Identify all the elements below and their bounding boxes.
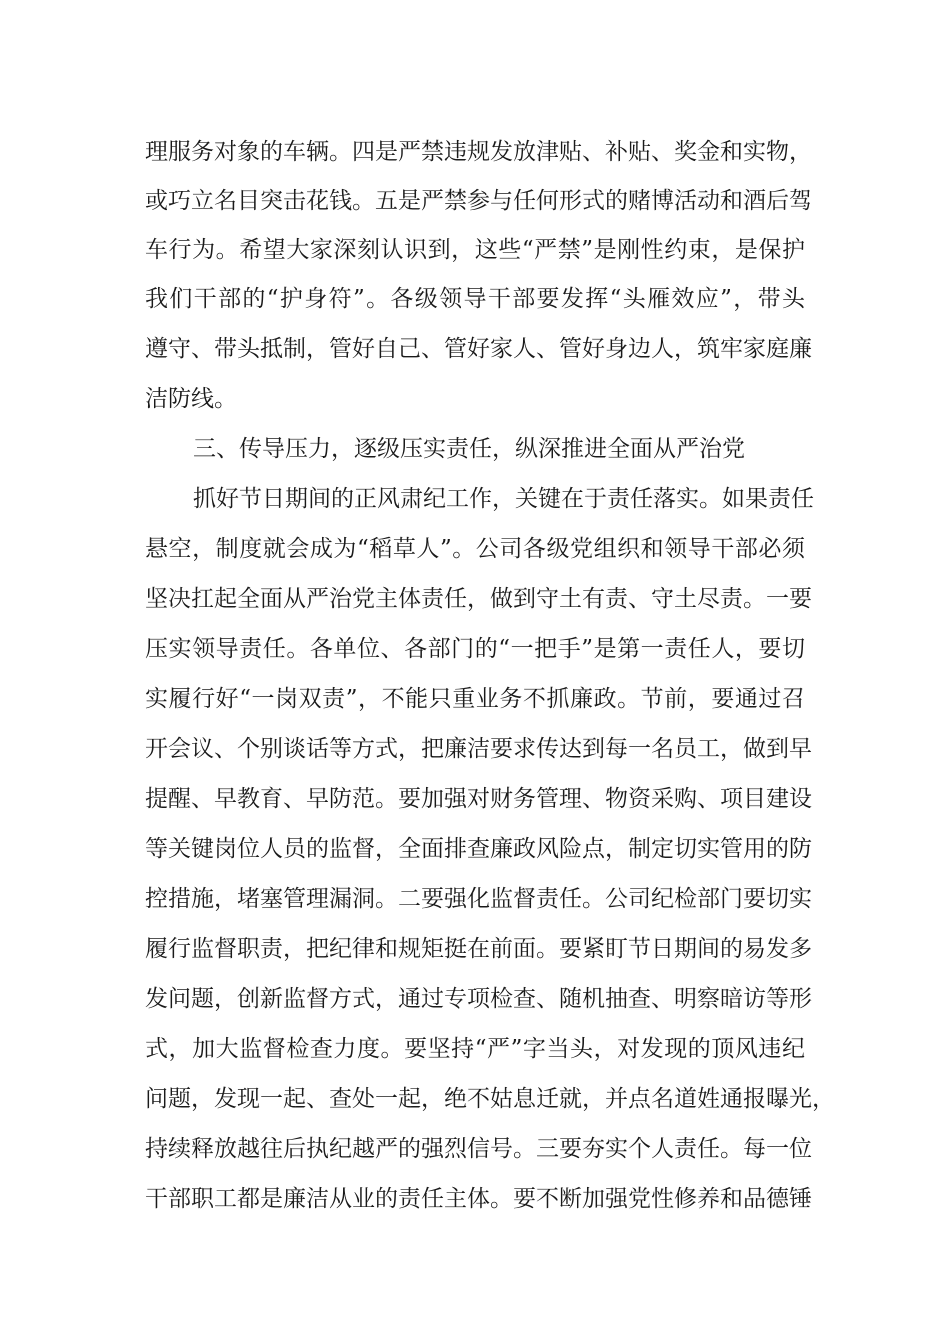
body-line: 遵守、带头抵制，管好自己、管好家人、管好身边人，筑牢家庭廉: [145, 336, 812, 362]
body-line: 压实领导责任。各单位、各部门的“一把手”是第一责任人，要切: [145, 636, 805, 662]
body-line: 提醒、早教育、早防范。要加强对财务管理、物资采购、项目建设: [145, 786, 812, 812]
body-line: 持续释放越往后执纪越严的强烈信号。三要夯实个人责任。每一位: [145, 1136, 812, 1162]
body-line: 车行为。希望大家深刻认识到，这些“严禁”是刚性约束，是保护: [145, 237, 805, 263]
body-line: 或巧立名目突击花钱。五是严禁参与任何形式的赌博活动和酒后驾: [145, 188, 812, 214]
section-heading: 三、传导压力，逐级压实责任，纵深推进全面从严治党: [193, 436, 745, 462]
body-line: 问题，发现一起、查处一起，绝不姑息迁就，并点名道姓通报曝光，: [145, 1086, 835, 1112]
body-line: 控措施，堵塞管理漏洞。二要强化监督责任。公司纪检部门要切实: [145, 886, 812, 912]
body-line: 等关键岗位人员的监督，全面排查廉政风险点，制定切实管用的防: [145, 836, 812, 862]
body-line: 履行监督职责，把纪律和规矩挺在前面。要紧盯节日期间的易发多: [145, 936, 812, 962]
body-line: 洁防线。: [145, 386, 237, 412]
body-line: 式，加大监督检查力度。要坚持“严”字当头，对发现的顶风违纪: [145, 1036, 805, 1062]
body-line: 干部职工都是廉洁从业的责任主体。要不断加强党性修养和品德锤: [145, 1186, 812, 1212]
body-line: 开会议、个别谈话等方式，把廉洁要求传达到每一名员工，做到早: [145, 736, 812, 762]
body-line: 实履行好“一岗双责”，不能只重业务不抓廉政。节前，要通过召: [145, 686, 805, 712]
body-line: 我们干部的“护身符”。各级领导干部要发挥“头雁效应”，带头: [145, 286, 805, 312]
body-line: 理服务对象的车辆。四是严禁违规发放津贴、补贴、奖金和实物，: [145, 139, 812, 165]
body-line: 发问题，创新监督方式，通过专项检查、随机抽查、明察暗访等形: [145, 986, 812, 1012]
paragraph-first-line: 抓好节日期间的正风肃纪工作，关键在于责任落实。如果责任: [193, 486, 814, 512]
body-line: 悬空，制度就会成为“稻草人”。公司各级党组织和领导干部必须: [145, 536, 805, 562]
body-line: 坚决扛起全面从严治党主体责任，做到守土有责、守土尽责。一要: [145, 586, 812, 612]
